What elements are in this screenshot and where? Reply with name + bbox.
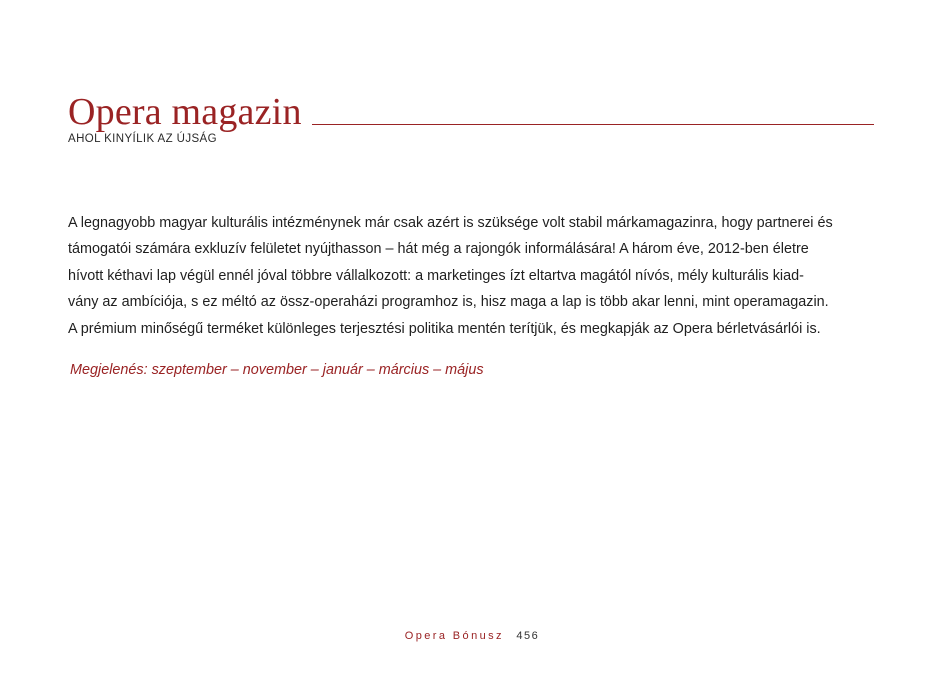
title-rule [312,124,874,125]
page-header [68,92,874,145]
page-number: 456 [516,630,540,642]
title-row [68,92,874,132]
body-line: hívott kéthavi lap végül ennél jóval többre vállalkozott: a marketinges ízt eltartva magától nívós, mély kulturális kiad- [68,267,804,284]
footer-label: Opera Bónusz [404,630,504,642]
page-footer [0,626,944,644]
body-paragraph [68,210,878,342]
body-line: vány az ambíciója, s ez méltó az össz-operaházi programhoz is, hisz maga a lap is több akar lenni, mint operamagazin. [68,294,829,311]
release-schedule: Megjelenés: szeptember – november – január – március – május [70,362,484,378]
body-line: támogatói számára exkluzív felületet nyújthasson – hát még a rajongók informálására! A három éve, 2012-ben életre [68,241,809,258]
page-title: Opera magazin [68,91,302,133]
body-line: A prémium minőségű terméket különleges terjesztési politika mentén terítjük, és megkapják az Opera bérletvásárlói is. [68,320,821,337]
page-subtitle: AHOL KINYÍLIK AZ ÚJSÁG [68,133,217,145]
body-line: A legnagyobb magyar kulturális intézménynek már csak azért is szüksége volt stabil márkamagazinra, hogy partnerei és [68,215,833,231]
